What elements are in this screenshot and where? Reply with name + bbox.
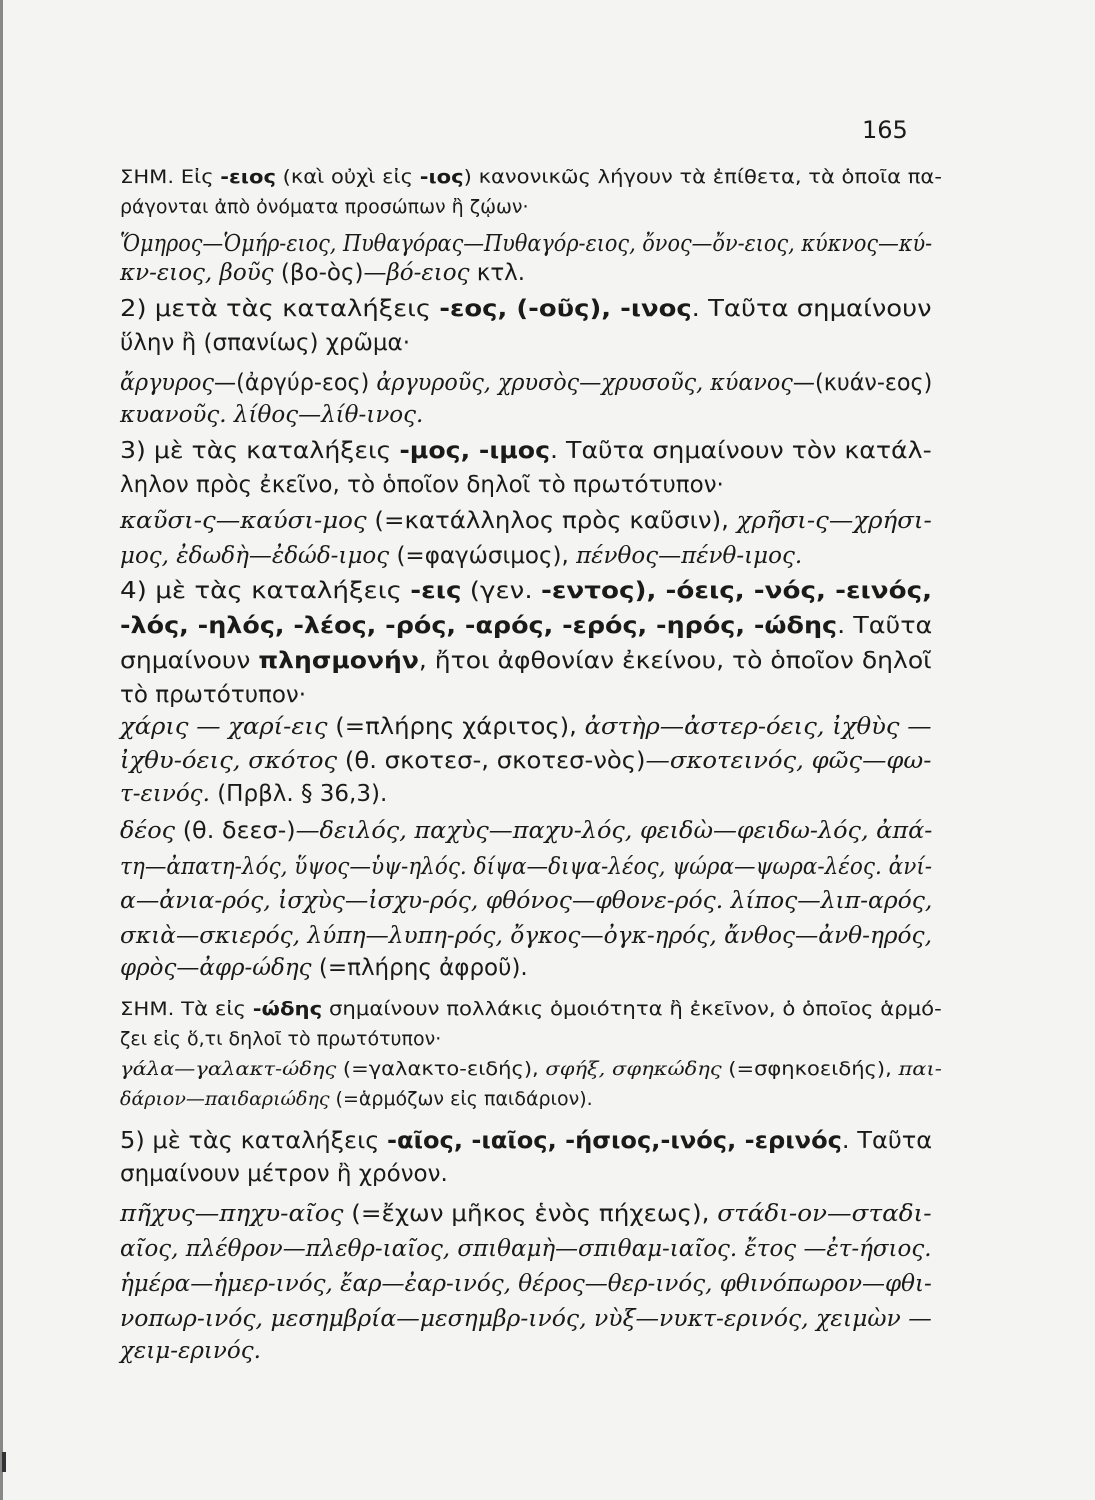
italic-example: δέος — [120, 818, 176, 844]
text-line — [120, 750, 931, 773]
italic-example: καῦσι-ς—καύσι-μος — [120, 508, 367, 534]
text-run: , ἤτοι ἀφθονίαν ἐκείνου, τὸ ὁποῖον δηλοῖ — [418, 648, 932, 674]
text-run: (=φαγώσιμος), — [389, 543, 577, 569]
text-run: 5) μὲ τὰς καταλήξεις — [120, 1128, 388, 1154]
bold-ending: -εος, (-οῦς), -ινος — [439, 296, 692, 322]
text-line — [120, 1130, 932, 1153]
text-run: —(κυάν-εος) — [792, 370, 933, 396]
italic-example: ἄργυρος — [120, 370, 214, 396]
bold-ending: -εις — [410, 578, 462, 604]
text-line — [120, 684, 306, 707]
text-line — [120, 1030, 441, 1049]
text-run: ΣΗΜ. Εἰς — [120, 166, 221, 188]
text-run: ) κανονικῶς λήγουν τὰ ἐπίθετα, τὰ ὁποῖα πα- — [463, 166, 942, 188]
text-run: (Πρβλ. § 36,3). — [209, 781, 388, 807]
text-line — [120, 404, 423, 427]
italic-example: α—ἀνια-ρός, ἰσχὺς—ἰσχυ-ρός, φθόνος—φθονε-ρός. λίπος—λιπ-αρός, — [120, 888, 933, 914]
italic-example: νοπωρ-ινός, μεσημβρία—μεσημβρ-ινός, νὺξ—νυκτ-ερινός, χειμὼν — — [120, 1306, 932, 1332]
page-edge — [0, 0, 3, 1500]
text-run: σημαίνουν μέτρον ἢ χρόνον. — [120, 1161, 448, 1187]
bold-ending: -λός, -ηλός, -λέος, -ρός, -αρός, -ερός, -ηρός, -ώδης — [120, 613, 838, 639]
text-line — [120, 510, 932, 533]
bold-ending: πλησμονήν — [258, 648, 419, 674]
text-run: (=γαλακτο-ειδής), — [336, 1058, 546, 1080]
text-run: . Ταῦτα σημαίνουν — [691, 296, 932, 322]
text-line — [120, 474, 724, 497]
text-run: (γεν. — [461, 578, 541, 604]
text-run: (βο-ὸς) — [273, 260, 364, 286]
text-run: ὕλην ἢ (σπανίως) χρῶμα· — [120, 330, 411, 356]
italic-example: χειμ-ερινός. — [120, 1338, 261, 1364]
italic-example: χρῆσι-ς—χρήσι- — [736, 508, 932, 534]
text-line — [120, 1273, 932, 1296]
bold-ending: -εντος), -όεις, -νός, -εινός, — [540, 578, 933, 604]
text-line — [120, 890, 932, 913]
text-line — [120, 580, 932, 603]
italic-example: κν-ειος, βοῦς — [120, 260, 274, 286]
text-run: . Ταῦτα σημαίνουν τὸν κατάλ- — [550, 438, 932, 464]
italic-example: —δειλός, παχὺς—παχυ-λός, φειδὼ—φειδω-λός, ἀπά- — [295, 818, 933, 844]
text-run: ΣΗΜ. Τὰ εἰς — [120, 998, 253, 1020]
italic-example: στάδι-ον—σταδι- — [717, 1201, 932, 1227]
text-line — [120, 372, 932, 395]
italic-example: φρὸς—ἀφρ-ώδης — [120, 955, 312, 981]
text-run: ληλον πρὸς ἐκεῖνο, τὸ ὁποῖον δηλοῖ τὸ πρωτότυπον· — [120, 472, 724, 498]
text-line — [120, 1308, 932, 1331]
bold-ending: -ιος — [419, 166, 464, 188]
text-run: —(ἀργύρ-εος) — [213, 370, 377, 396]
text-line — [120, 1238, 932, 1261]
text-line — [120, 1000, 942, 1019]
text-run: ράγονται ἀπὸ ὀνόματα προσώπων ἢ ζῴων· — [120, 196, 529, 218]
text-line — [120, 168, 942, 187]
italic-example: μος, ἐδωδὴ—ἐδώδ-ιμος — [120, 543, 390, 569]
bold-ending: -αῖος, -ιαῖος, -ήσιος,-ινός, -ερινός — [387, 1128, 842, 1154]
text-line — [120, 957, 528, 980]
italic-example: —βό-ειος — [363, 260, 470, 286]
text-run: 2) μετὰ τὰς καταλήξεις — [120, 296, 440, 322]
text-run: (θ. σκοτεσ-, σκοτεσ-νὸς) — [337, 748, 646, 774]
text-line — [120, 298, 932, 321]
italic-example: σκιὰ—σκιερός, λύπη—λυπη-ρός, ὄγκος—ὀγκ-ηρός, ἄνθος—ἀνθ-ηρός, — [120, 923, 932, 949]
margin-mark — [2, 1452, 6, 1472]
italic-example: χάρις — χαρί-εις — [120, 714, 328, 740]
text-line — [120, 332, 410, 355]
text-line — [120, 650, 932, 673]
text-line — [120, 1203, 932, 1226]
text-run: σημαίνουν πολλάκις ὁμοιότητα ἢ ἐκεῖνον, ὁ ὁποῖος ἁρμό- — [322, 998, 942, 1020]
bold-ending: -μος, -ιμος — [399, 438, 551, 464]
bold-ending: -ειος — [220, 166, 276, 188]
italic-example: παι- — [898, 1058, 942, 1080]
text-line — [120, 1163, 448, 1186]
text-line — [120, 1060, 942, 1079]
text-run: (=ἁρμόζων εἰς παιδάριον). — [329, 1088, 593, 1110]
text-line — [120, 1090, 593, 1109]
text-run: τὸ πρωτότυπον· — [120, 682, 307, 708]
text-line — [120, 198, 529, 217]
text-line — [120, 615, 932, 638]
text-line — [120, 1340, 261, 1363]
text-run: ζει εἰς ὅ,τι δηλοῖ τὸ πρωτότυπον· — [120, 1028, 442, 1050]
bold-ending: -ώδης — [252, 998, 323, 1020]
text-run: 4) μὲ τὰς καταλήξεις — [120, 578, 411, 604]
text-line — [120, 820, 932, 843]
italic-example: ἀστὴρ—ἀστερ-όεις, ἰχθὺς — — [584, 714, 932, 740]
page-number: 165 — [862, 116, 908, 144]
text-run: (=ἔχων μῆκος ἑνὸς πήχεως), — [343, 1201, 718, 1227]
text-line — [120, 262, 525, 285]
text-line — [120, 233, 932, 256]
italic-example: γάλα—γαλακτ-ώδης — [120, 1058, 337, 1080]
text-run: . Ταῦτα — [841, 1128, 933, 1154]
text-run: (=πλήρης ἀφροῦ). — [311, 955, 528, 981]
italic-example: τη—ἀπατη-λός, ὕψος—ὑψ-ηλός. δίψα—διψα-λέος, ψώρα—ψωρα-λέος. ἀνί- — [120, 854, 933, 880]
text-run: (θ. δεεσ-) — [175, 818, 296, 844]
italic-example: —σκοτεινός, φῶς—φω- — [645, 748, 932, 774]
italic-example: ἡμέρα—ἡμερ-ινός, ἔαρ—ἐαρ-ινός, θέρος—θερ-ινός, φθινόπωρον—φθι- — [120, 1271, 932, 1297]
text-line — [120, 440, 932, 463]
text-run: . Ταῦτα — [837, 613, 933, 639]
text-line — [120, 856, 932, 879]
italic-example: αῖος, πλέθρον—πλεθρ-ιαῖος, σπιθαμὴ—σπιθαμ-ιαῖος. ἔτος —ἐτ-ήσιος. — [120, 1236, 932, 1262]
text-run: (καὶ οὐχὶ εἰς — [275, 166, 420, 188]
text-line — [120, 716, 931, 739]
italic-example: πῆχυς—πηχυ-αῖος — [120, 1201, 344, 1227]
italic-example: σφήξ, σφηκώδης — [545, 1058, 722, 1080]
text-line — [120, 545, 802, 568]
text-line — [120, 783, 387, 806]
italic-example: πένθος—πένθ-ιμος. — [576, 543, 803, 569]
italic-example: Ὅμηρος—Ὁμήρ-ειος, Πυθαγόρας—Πυθαγόρ-ειος, ὄνος—ὄν-ειος, κύκνος—κύ- — [120, 231, 933, 257]
text-run: κτλ. — [469, 260, 526, 286]
italic-example: δάριον—παιδαριώδης — [120, 1088, 330, 1110]
italic-example: τ-εινός. — [120, 781, 210, 807]
text-run: (=πλήρης χάριτος), — [327, 714, 585, 740]
text-run: σημαίνουν — [120, 648, 259, 674]
italic-example: ἀργυροῦς, χρυσὸς—χρυσοῦς, κύανος — [376, 370, 793, 396]
text-run: (=σφηκοειδής), — [721, 1058, 899, 1080]
text-run: (=κατάλληλος πρὸς καῦσιν), — [366, 508, 737, 534]
text-line — [120, 925, 932, 948]
text-run: 3) μὲ τὰς καταλήξεις — [120, 438, 400, 464]
italic-example: ἰχθυ-όεις, σκότος — [120, 748, 338, 774]
italic-example: κυανοῦς. λίθος—λίθ-ινος. — [120, 402, 424, 428]
